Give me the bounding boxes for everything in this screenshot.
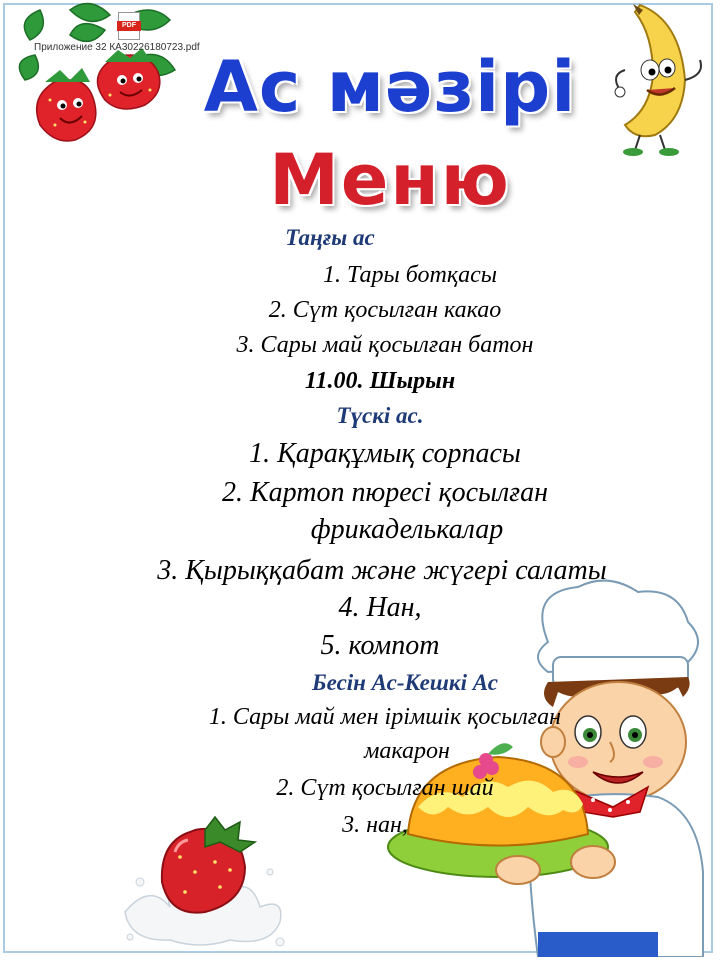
strawberries-icon [10,0,180,150]
lunch-item-1: 1. Қарақұмық сорпасы [249,438,521,469]
breakfast-item-3: 3. Сары май қосылған батон [236,332,534,358]
pdf-badge: PDF [117,21,141,31]
dinner-item-1: 1. Сары май мен ірімшік қосылған [208,704,562,730]
breakfast-heading: Таңғы ас [285,225,375,250]
title-russian: Меню [269,139,511,221]
lunch-item-2-cont: фрикаделькалар [310,514,504,545]
dinner-item-2: 2. Сүт қосылған шай [276,775,494,801]
lunch-item-5: 5. компот [320,630,440,661]
breakfast-item-1: 1. Тары ботқасы [323,262,497,288]
pdf-file-name[interactable]: Приложение 32 КА30226180723.pdf [34,42,200,53]
snack-heading: 11.00. Шырын [304,368,456,394]
lunch-item-3: 3. Қырыққабат және жүгері салаты [157,555,607,586]
lunch-item-2: 2. Картоп пюресі қосылған [222,477,548,508]
lunch-heading: Түскі ас. [336,403,424,428]
dinner-item-1-cont: макарон [364,738,450,764]
banana-character-icon [605,0,715,160]
dinner-item-3: 3. нан, [342,812,408,838]
dinner-heading: Бесін Ас-Кешкі Ас [312,670,498,695]
title-kazakh: Ас мәзірі [203,46,577,128]
breakfast-item-2: 2. Сүт қосылған какао [268,297,502,323]
pdf-file-icon[interactable] [118,12,140,40]
lunch-item-4: 4. Нан, [338,592,422,623]
